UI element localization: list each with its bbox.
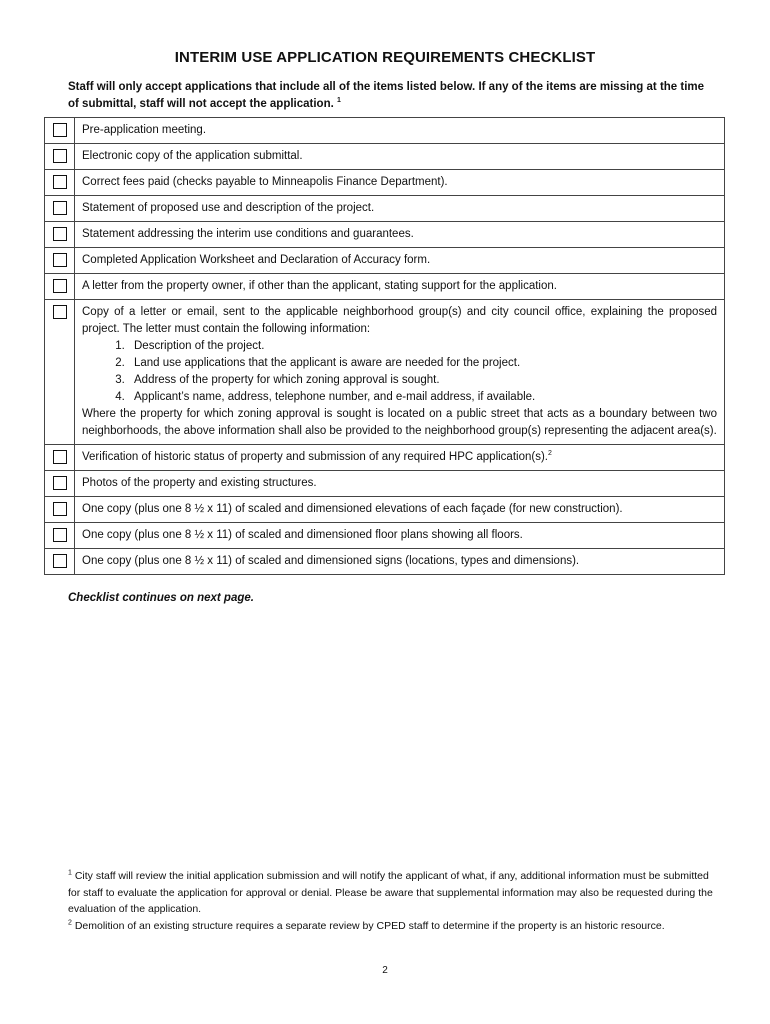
- checklist-item-text: Verification of historic status of property and submission of any required HPC application(s).: [82, 451, 548, 463]
- checklist-row: [45, 144, 725, 170]
- continues-note: Checklist continues on next page.: [68, 592, 254, 604]
- checklist-item-text: Completed Application Worksheet and Declaration of Accuracy form.: [75, 248, 725, 274]
- page-number: 2: [382, 965, 388, 976]
- list-item: 2. Land use applications that the applicant is aware are needed for the project.: [128, 355, 717, 372]
- intro-text: Staff will only accept applications that include all of the items listed below. If any of the items are missing at the time of submittal, staff will not accept the application.: [68, 81, 705, 110]
- footnote-text: Demolition of an existing structure requires a separate review by CPED staff to determine if the property is an historic resource.: [74, 919, 665, 932]
- requirements-checklist: [44, 117, 725, 575]
- letter-contents-list: [82, 338, 717, 406]
- checklist-item-text: Electronic copy of the application submittal.: [75, 144, 725, 170]
- checkbox[interactable]: [53, 175, 67, 189]
- checklist-row: [45, 471, 725, 497]
- footnotes: [68, 868, 718, 934]
- checklist-row: [45, 549, 725, 575]
- checklist-item-text: Photos of the property and existing structures.: [75, 471, 725, 497]
- checkbox[interactable]: [53, 305, 67, 319]
- checklist-item-text: A letter from the property owner, if other than the applicant, stating support for the application.: [75, 274, 725, 300]
- checklist-item-letter: [75, 300, 725, 445]
- checklist-item-text: One copy (plus one 8 ½ x 11) of scaled and dimensioned signs (locations, types and dimensions).: [75, 549, 725, 575]
- checklist-row: [45, 222, 725, 248]
- page-title: INTERIM USE APPLICATION REQUIREMENTS CHECKLIST: [174, 49, 596, 66]
- list-item: 1. Description of the project.: [128, 338, 717, 355]
- checkbox[interactable]: [53, 528, 67, 542]
- footnote-ref-1: 1: [337, 97, 341, 105]
- checklist-row: [45, 445, 725, 471]
- checklist-row: [45, 248, 725, 274]
- checkbox[interactable]: [53, 123, 67, 137]
- letter-requirement-text: Copy of a letter or email, sent to the applicable neighborhood group(s) and city council office, explaining the proposed project. The letter must contain the following information:: [82, 306, 717, 335]
- checklist-item-text: Statement of proposed use and description of the project.: [75, 196, 725, 222]
- footnote-1: [68, 868, 718, 918]
- checklist-item-text: One copy (plus one 8 ½ x 11) of scaled and dimensioned floor plans showing all floors.: [75, 523, 725, 549]
- footnote-marker: 2: [68, 919, 72, 926]
- footnote-2: [68, 918, 718, 935]
- intro-paragraph: [68, 79, 708, 113]
- footnote-marker: 1: [68, 869, 72, 877]
- list-item: 3. Address of the property for which zoning approval is sought.: [128, 372, 717, 389]
- checklist-item-text: One copy (plus one 8 ½ x 11) of scaled and dimensioned elevations of each façade (for new construction).: [75, 497, 725, 523]
- list-item: 4. Applicant’s name, address, telephone number, and e-mail address, if available.: [128, 389, 717, 406]
- checklist-row: [45, 196, 725, 222]
- checkbox[interactable]: [53, 450, 67, 464]
- checklist-row: [45, 170, 725, 196]
- checkbox[interactable]: [53, 476, 67, 490]
- checklist-item: [75, 445, 725, 471]
- checkbox[interactable]: [53, 253, 67, 267]
- checklist-row: [45, 274, 725, 300]
- checkbox[interactable]: [53, 227, 67, 241]
- checklist-item-text: Correct fees paid (checks payable to Minneapolis Finance Department).: [75, 170, 725, 196]
- footnote-ref-2: 2: [547, 450, 552, 458]
- checkbox[interactable]: [53, 149, 67, 163]
- checklist-row: [45, 523, 725, 549]
- checkbox[interactable]: [53, 502, 67, 516]
- checklist-row: [45, 497, 725, 523]
- checklist-row: [45, 118, 725, 144]
- checkbox[interactable]: [53, 201, 67, 215]
- checklist-row: [45, 300, 725, 445]
- footnote-text: City staff will review the initial application submission and will notify the applicant of what, if any, additional information must be submitted for staff to evaluate the application for approval or denial. Please be aware that supplemental information may also be requested during the evaluation of the application.: [68, 870, 713, 915]
- boundary-note: Where the property for which zoning approval is sought is located on a public street that acts as a boundary between two neighborhoods, the above information shall also be provided to the neighborhood group(s) representing the adjacent area(s).: [82, 408, 717, 437]
- checkbox[interactable]: [53, 554, 67, 568]
- checkbox[interactable]: [53, 279, 67, 293]
- checklist-item-text: Pre-application meeting.: [75, 118, 725, 144]
- checklist-item-text: Statement addressing the interim use conditions and guarantees.: [75, 222, 725, 248]
